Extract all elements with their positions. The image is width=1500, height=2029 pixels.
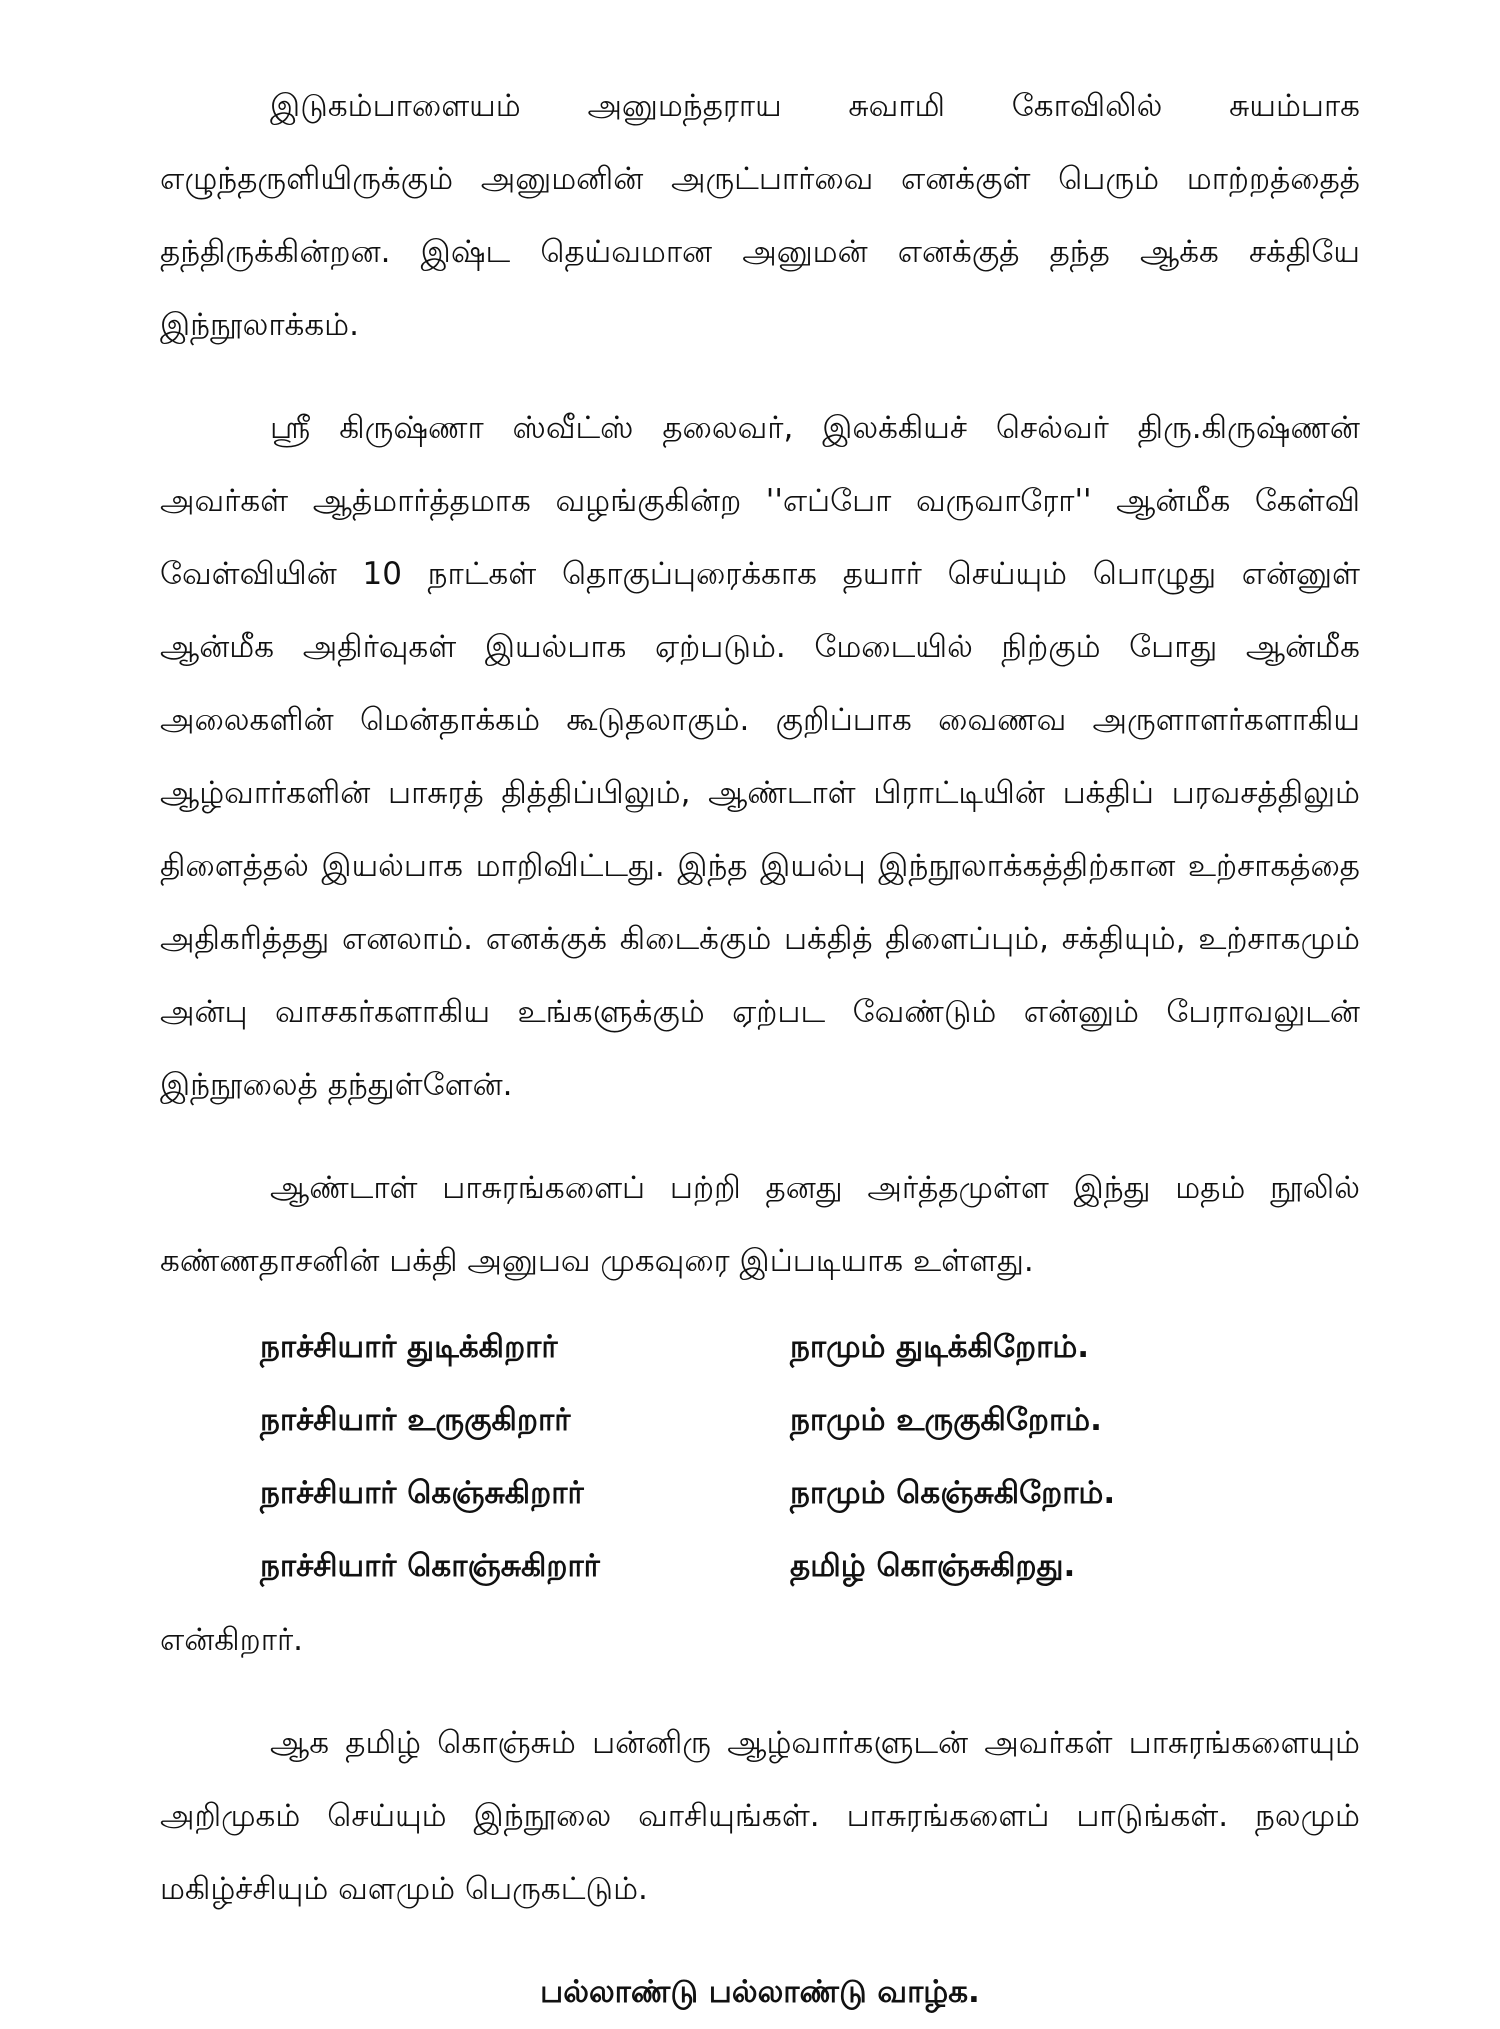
verse-left: நாச்சியார் உருகுகிறார்: [260, 1401, 571, 1438]
paragraph-gap: [160, 1677, 1360, 1707]
verse-left: நாச்சியார் கெஞ்சுகிறார்: [260, 1474, 584, 1511]
verse-line: [260, 1531, 1240, 1604]
verse-line: [260, 1312, 1240, 1385]
verse-left: நாச்சியார் கொஞ்சுகிறார்: [260, 1547, 600, 1584]
paragraph-invitation: ஆக தமிழ் கொஞ்சும் பன்னிரு ஆழ்வார்களுடன் அவர்கள் பாசுரங்களையும் அறிமுகம் செய்யும் இந்நூலை வாசியுங்கள். பாசுரங்களைப் பாடுங்கள். நலமும் மகிழ்ச்சியும் வளமும் பெருகட்டும்.: [160, 1725, 1360, 1907]
closing-blessing: பல்லாண்டு பல்லாண்டு வாழ்க.: [540, 1974, 980, 2010]
paragraph-gap: [160, 1122, 1360, 1152]
paragraph-spiritual-experience: ஸ்ரீ கிருஷ்ணா ஸ்வீட்ஸ் தலைவர், இலக்கியச் செல்வர் திரு.கிருஷ்ணன் அவர்கள் ஆத்மார்த்தமாக வழங்குகின்ற ''எப்போ வருவாரோ'' ஆன்மீக கேள்வி வேள்வியின் 10 நாட்கள் தொகுப்புரைக்காக தயார் செய்யும் பொழுது என்னுள் ஆன்மீக அதிர்வுகள் இயல்பாக ஏற்படும். மேடையில் நிற்கும் போது ஆன்மீக அலைகளின் மென்தாக்கம் கூடுதலாகும். குறிப்பாக வைணவ அருளாளர்களாகிய ஆழ்வார்களின் பாசுரத் தித்திப்பிலும், ஆண்டாள் பிராட்டியின் பக்திப் பரவசத்திலும் திளைத்தல் இயல்பாக மாறிவிட்டது. இந்த இயல்பு இந்நூலாக்கத்திற்கான உற்சாகத்தை அதிகரித்தது எனலாம். எனக்குக் கிடைக்கும் பக்தித் திளைப்பும், சக்தியும், உற்சாகமும் அன்பு வாசகர்களாகிய உங்களுக்கும் ஏற்பட வேண்டும் என்னும் பேராவலுடன் இந்நூலைத் தந்துள்ளேன்.: [160, 410, 1360, 1103]
verse-right: நாமும் கெஞ்சுகிறோம்.: [790, 1474, 1116, 1511]
verse-right: நாமும் உருகுகிறோம்.: [790, 1401, 1102, 1438]
paragraph-andal-intro: ஆண்டாள் பாசுரங்களைப் பற்றி தனது அர்த்தமுள்ள இந்து மதம் நூலில் கண்ணதாசனின் பக்தி அனுபவ முகவுரை இப்படியாக உள்ளது.: [160, 1170, 1360, 1279]
verse-block: [260, 1312, 1240, 1604]
paragraph-hanuman-blessing: இடுகம்பாளையம் அனுமந்தராய சுவாமி கோவிலில் சுயம்பாக எழுந்தருளியிருக்கும் அனுமனின் அருட்பார்வை எனக்குள் பெரும் மாற்றத்தைத் தந்திருக்கின்றன. இஷ்ட தெய்வமான அனுமன் எனக்குத் தந்த ஆக்க சக்தியே இந்நூலாக்கம்.: [160, 88, 1360, 343]
verse-line: [260, 1458, 1240, 1531]
verse-left: நாச்சியார் துடிக்கிறார்: [260, 1328, 558, 1365]
paragraph-gap: [160, 362, 1360, 392]
verse-line: [260, 1385, 1240, 1458]
verse-right: நாமும் துடிக்கிறோம்.: [790, 1328, 1090, 1365]
verse-right: தமிழ் கொஞ்சுகிறது.: [790, 1547, 1076, 1584]
paragraph-says: என்கிறார்.: [160, 1622, 303, 1658]
